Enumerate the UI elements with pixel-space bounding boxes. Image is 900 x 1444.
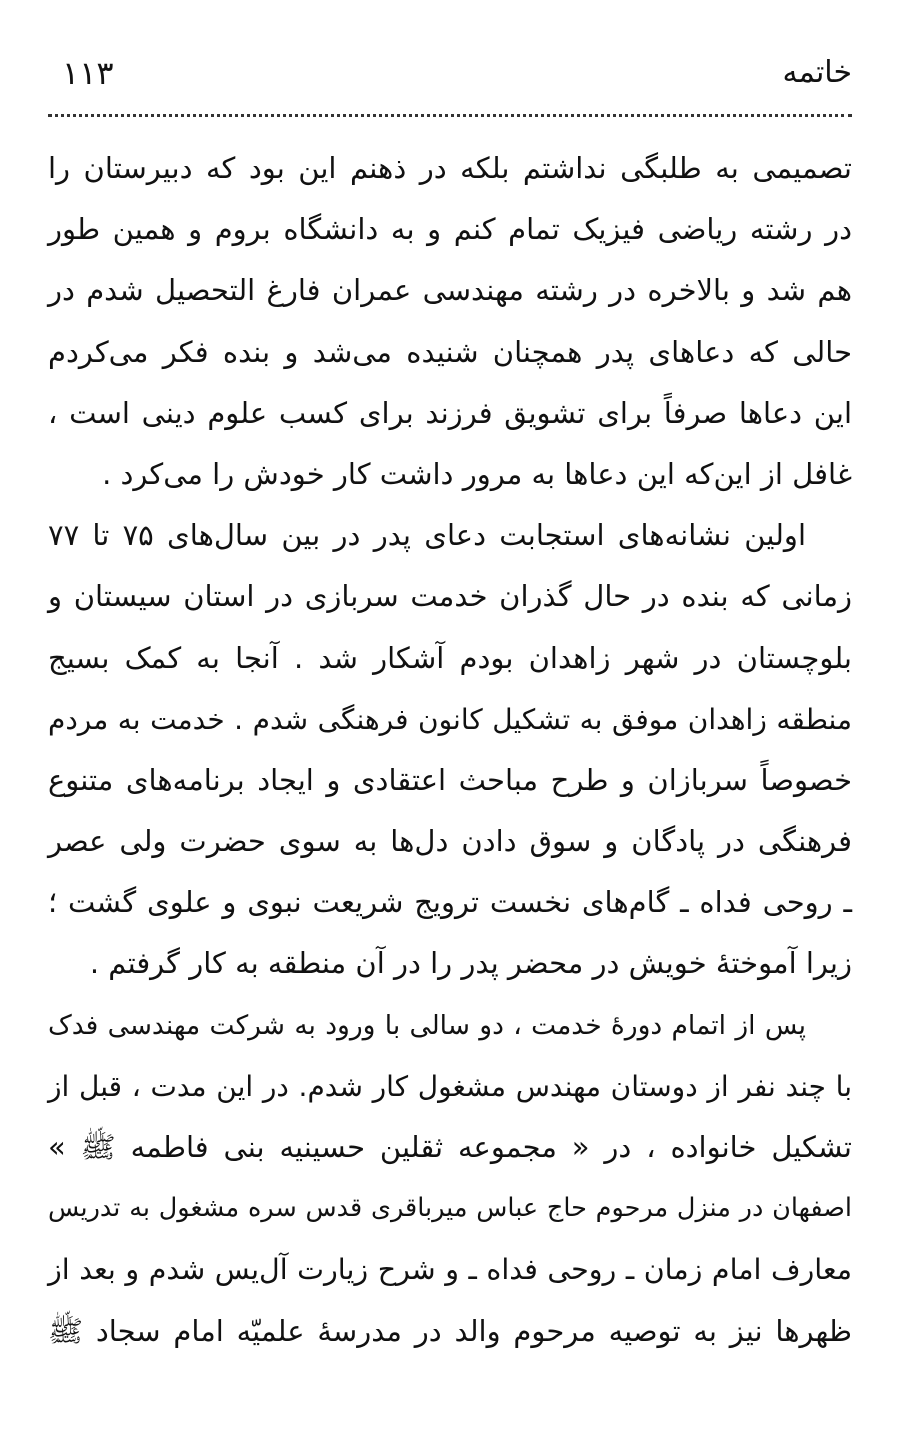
text-line: فرهنگی در پادگان و سوق دادن دل‌ها به سوی حضرت ولی عصر <box>48 824 852 859</box>
text-line: غافل از این‌که این دعاها به مرور داشت کار خودش را می‌کرد . <box>102 456 852 491</box>
text-line: زیرا آموختهٔ خویش در محضر پدر را در آن منطقه به کار گرفتم . <box>89 946 852 981</box>
text-line: زمانی که بنده در حال گذران خدمت سربازی در استان سیستان و <box>48 579 852 614</box>
page-number: ۱۱۳ <box>62 54 114 92</box>
text-line: در رشته ریاضی فیزیک تمام کنم و به دانشگاه بروم و همین طور <box>48 212 852 247</box>
text-line: معارف امام زمان ـ روحی فداه ـ و شرح زیارت آل‌یس شدم و بعد از <box>48 1253 852 1287</box>
body-text <box>48 138 852 1362</box>
text-line: بلوچستان در شهر زاهدان بودم آشکار شد . آنجا به کمک بسیج <box>48 640 852 675</box>
page-header <box>48 48 852 98</box>
text-line: با چند نفر از دوستان مهندس مشغول کار شدم. در این مدت ، قبل از <box>48 1069 852 1103</box>
text-line: پس از اتمام دورهٔ خدمت ، دو سالی با ورود به شرکت مهندسی فدک <box>48 1009 806 1041</box>
text-line: اولین نشانه‌های استجابت دعای پدر در بین سال‌های ۷۵ تا ۷۷ <box>48 518 806 553</box>
text-line: ـ روحی فداه ـ گام‌های نخست ترویج شریعت نبوی و علوی گشت ؛ <box>48 885 852 920</box>
text-line: اصفهان در منزل مرحوم حاج عباس میرباقری قدس سره مشغول به تدریس <box>48 1193 852 1224</box>
header-dotted-divider <box>48 114 852 117</box>
text-line: خصوصاً سربازان و طرح مباحث اعتقادی و ایجاد برنامه‌های متنوع <box>48 762 852 797</box>
text-line: تصمیمی به طلبگی نداشتم بلکه در ذهنم این بود که دبیرستان را <box>48 151 852 185</box>
text-line: تشکیل خانواده ، در « مجموعه ثقلین حسینیه بنی فاطمه ﷺ » <box>48 1130 852 1164</box>
text-line: ظهرها نیز به توصیه مرحوم والد در مدرسهٔ علمیّه امام سجاد ﷺ <box>48 1313 852 1348</box>
text-line: منطقه زاهدان موفق به تشکیل کانون فرهنگی شدم . خدمت به مردم <box>48 702 852 736</box>
text-line: هم شد و بالاخره در رشته مهندسی عمران فارغ التحصیل شدم در <box>48 273 852 308</box>
chapter-title: خاتمه <box>782 55 852 90</box>
text-line: این دعاها صرفاً برای تشویق فرزند برای کسب علوم دینی است ، <box>48 395 852 430</box>
text-line: حالی که دعاهای پدر همچنان شنیده می‌شد و بنده فکر می‌کردم <box>48 334 852 369</box>
